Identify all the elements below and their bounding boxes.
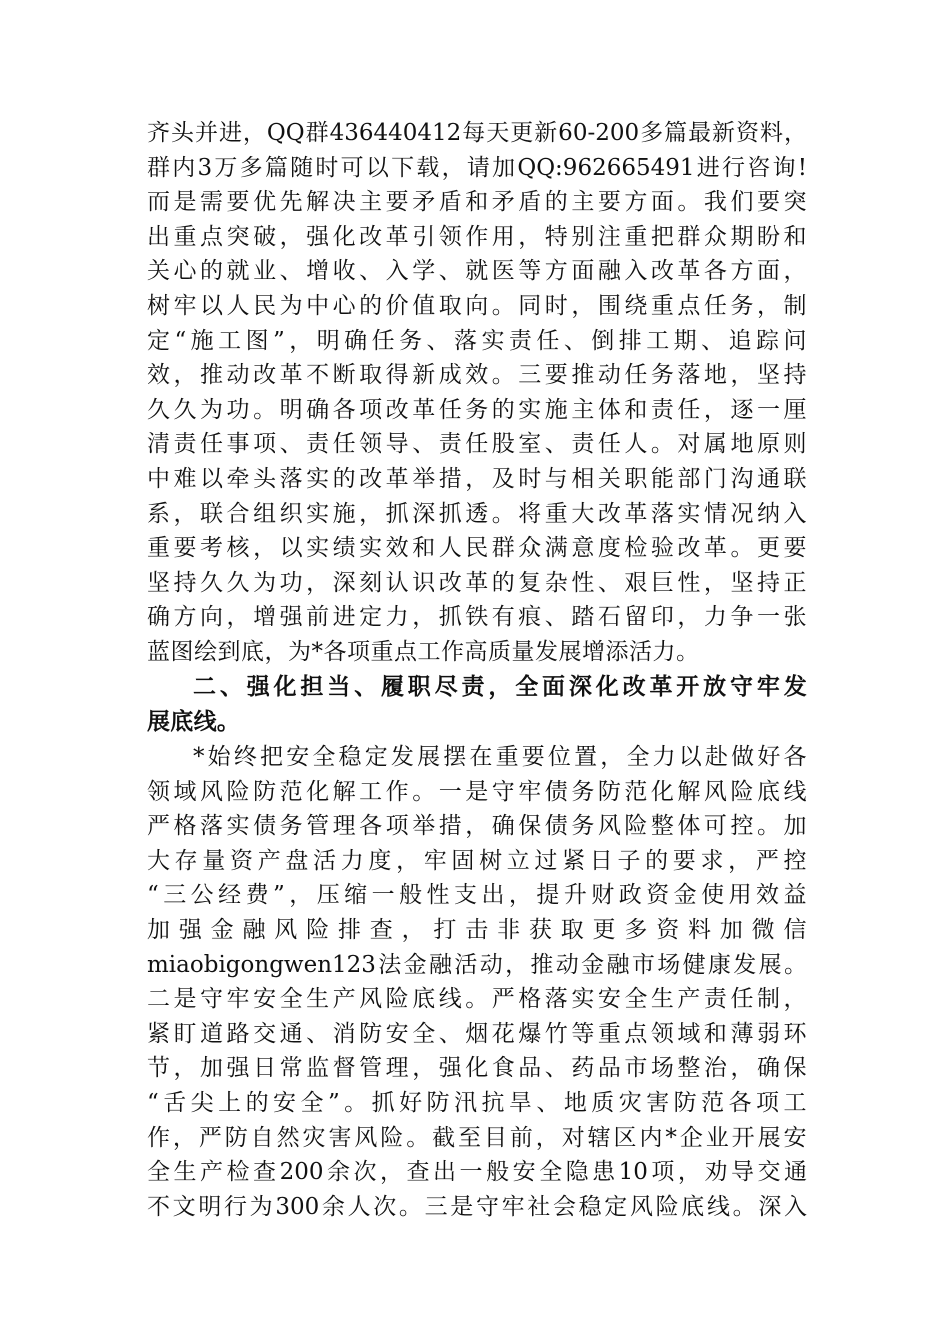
- text-line: 树牢以人民为中心的价值取向。同时，围绕重点任务，制: [147, 292, 807, 319]
- text-line: 加强金融风险排查，打击非获取更多资料加微信: [147, 916, 807, 943]
- text-line: 定“施工图”，明确任务、落实责任、倒排工期、追踪问: [147, 327, 807, 354]
- body-paragraph-1: [147, 116, 807, 670]
- text-line: 久久为功。明确各项改革任务的实施主体和责任，逐一厘: [147, 396, 807, 423]
- text-line: 不文明行为300余人次。三是守牢社会稳定风险底线。深入: [147, 1193, 807, 1220]
- text-line: 坚持久久为功，深刻认识改革的复杂性、艰巨性，坚持正: [147, 569, 807, 596]
- text-line: miaobigongwen123法金融活动，推动金融市场健康发展。: [147, 951, 807, 978]
- text-line: *始终把安全稳定发展摆在重要位置，全力以赴做好各: [193, 744, 807, 770]
- text-line: 紧盯道路交通、消防安全、烟花爆竹等重点领域和薄弱环: [147, 1020, 807, 1047]
- text-line: 系，联合组织实施，抓深抓透。将重大改革落实情况纳入: [147, 500, 807, 527]
- text-line: 而是需要优先解决主要矛盾和矛盾的主要方面。我们要突: [147, 189, 807, 216]
- text-line: 全生产检查200余次，查出一般安全隐患10项，劝导交通: [147, 1159, 807, 1186]
- text-line: “三公经费”，压缩一般性支出，提升财政资金使用效益: [147, 882, 807, 909]
- section-heading-2: [147, 670, 807, 739]
- text-line: “舌尖上的安全”。抓好防汛抗旱、地质灾害防范各项工: [147, 1089, 807, 1116]
- text-line: 二是守牢安全生产风险底线。严格落实安全生产责任制，: [147, 986, 807, 1013]
- body-paragraph-2: [147, 740, 807, 1224]
- text-line: 确方向，增强前进定力，抓铁有痕、踏石留印，力争一张: [147, 604, 807, 631]
- heading-line: 二、强化担当、履职尽责，全面深化改革开放守牢发: [193, 674, 807, 700]
- text-line: 群内3万多篇随时可以下载，请加QQ:962665491进行咨询!: [147, 154, 807, 181]
- text-line: 清责任事项、责任领导、责任股室、责任人。对属地原则: [147, 431, 807, 458]
- text-line: 严格落实债务管理各项举措，确保债务风险整体可控。加: [147, 813, 807, 840]
- text-line: 关心的就业、增收、入学、就医等方面融入改革各方面，: [147, 258, 807, 285]
- heading-line: 展底线。: [147, 708, 241, 735]
- text-line: 领域风险防范化解工作。一是守牢债务防范化解风险底线: [147, 778, 807, 805]
- text-line: 齐头并进，QQ群436440412每天更新60-200多篇最新资料，: [147, 120, 807, 146]
- text-line: 中难以牵头落实的改革举措，及时与相关职能部门沟通联: [147, 465, 807, 492]
- text-line: 作，严防自然灾害风险。截至目前，对辖区内*企业开展安: [147, 1124, 807, 1151]
- text-line: 效，推动改革不断取得新成效。三要推动任务落地，坚持: [147, 362, 807, 389]
- text-line: 出重点突破，强化改革引领作用，特别注重把群众期盼和: [147, 223, 807, 250]
- text-line: 重要考核，以实绩实效和人民群众满意度检验改革。更要: [147, 535, 807, 562]
- text-line: 蓝图绘到底，为*各项重点工作高质量发展增添活力。: [147, 638, 700, 665]
- text-line: 节，加强日常监督管理，强化食品、药品市场整治，确保: [147, 1055, 807, 1082]
- text-line: 大存量资产盘活力度，牢固树立过紧日子的要求，严控: [147, 847, 807, 874]
